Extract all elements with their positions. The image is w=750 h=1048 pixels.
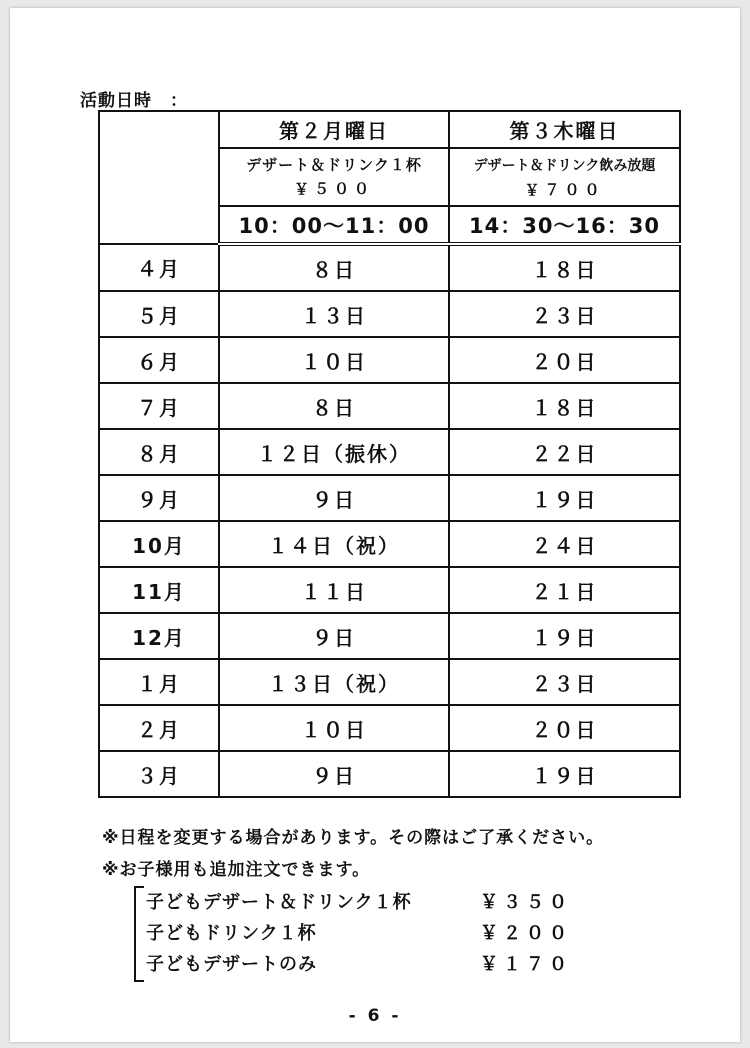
month-cell: ８月 xyxy=(99,429,219,475)
table-row xyxy=(99,613,680,659)
monday-date-cell: ８日 xyxy=(219,244,449,291)
schedule-table xyxy=(98,110,681,798)
month-cell: ９月 xyxy=(99,475,219,521)
corner-cell xyxy=(99,111,219,244)
kids-menu-price: ￥３５０ xyxy=(480,892,572,913)
bracket-decoration xyxy=(134,886,144,982)
monday-date-cell: ９日 xyxy=(219,613,449,659)
page-number: - 6 - xyxy=(348,1006,402,1026)
col2-time: 14：30～16：30 xyxy=(449,206,680,244)
thursday-date-cell: １９日 xyxy=(449,751,680,797)
kids-menu-item: 子どもデザートのみ xyxy=(146,954,317,975)
table-row xyxy=(99,337,680,383)
col1-desc-text: デザート＆ドリンク１杯 xyxy=(246,156,422,174)
notes xyxy=(102,826,604,890)
monday-date-cell: １３日（祝） xyxy=(219,659,449,705)
col2-description xyxy=(449,148,680,206)
month-cell: ３月 xyxy=(99,751,219,797)
table-row xyxy=(99,244,680,291)
kids-menu-item: 子どもデザート＆ドリンク１杯 xyxy=(146,892,412,913)
month-cell: １月 xyxy=(99,659,219,705)
kids-menu-price: ￥１７０ xyxy=(480,954,572,975)
kids-menu xyxy=(134,886,594,980)
col1-title: 第２月曜日 xyxy=(219,111,449,148)
monday-date-cell: １２日（振休） xyxy=(219,429,449,475)
table-row xyxy=(99,475,680,521)
thursday-date-cell: １９日 xyxy=(449,613,680,659)
col2-desc-text: デザート＆ドリンク飲み放題 xyxy=(473,157,656,174)
table-row xyxy=(99,659,680,705)
month-cell: ５月 xyxy=(99,291,219,337)
table-row xyxy=(99,429,680,475)
thursday-date-cell: ２３日 xyxy=(449,291,680,337)
col1-description xyxy=(219,148,449,206)
table-row xyxy=(99,567,680,613)
kids-menu-price: ￥２００ xyxy=(480,923,572,944)
thursday-date-cell: ２０日 xyxy=(449,337,680,383)
col2-price: ￥７００ xyxy=(524,180,605,199)
thursday-date-cell: ２１日 xyxy=(449,567,680,613)
col1-price: ￥５００ xyxy=(293,180,374,198)
month-cell: ２月 xyxy=(99,705,219,751)
month-cell: ７月 xyxy=(99,383,219,429)
table-row xyxy=(99,705,680,751)
thursday-date-cell: ２３日 xyxy=(449,659,680,705)
thursday-date-cell: １８日 xyxy=(449,244,680,291)
month-cell: 12月 xyxy=(99,613,219,659)
kids-order-note: ※お子様用も追加注文できます。 xyxy=(102,860,371,880)
thursday-date-cell: ２４日 xyxy=(449,521,680,567)
table-row xyxy=(99,521,680,567)
activity-schedule-heading: 活動日時 ： xyxy=(80,91,188,111)
thursday-date-cell: ２０日 xyxy=(449,705,680,751)
monday-date-cell: １０日 xyxy=(219,705,449,751)
monday-date-cell: ８日 xyxy=(219,383,449,429)
monday-date-cell: ９日 xyxy=(219,751,449,797)
kids-menu-item: 子どもドリンク１杯 xyxy=(146,923,317,944)
table-row xyxy=(99,751,680,797)
monday-date-cell: １１日 xyxy=(219,567,449,613)
month-cell: 11月 xyxy=(99,567,219,613)
monday-date-cell: ９日 xyxy=(219,475,449,521)
month-cell: ６月 xyxy=(99,337,219,383)
month-cell: 10月 xyxy=(99,521,219,567)
col1-time: 10：00～11：00 xyxy=(219,206,449,244)
thursday-date-cell: １９日 xyxy=(449,475,680,521)
monday-date-cell: １３日 xyxy=(219,291,449,337)
col2-title: 第３木曜日 xyxy=(449,111,680,148)
month-cell: ４月 xyxy=(99,244,219,291)
table-row xyxy=(99,291,680,337)
monday-date-cell: １４日（祝） xyxy=(219,521,449,567)
document-page xyxy=(10,8,740,1042)
monday-date-cell: １０日 xyxy=(219,337,449,383)
thursday-date-cell: ２２日 xyxy=(449,429,680,475)
thursday-date-cell: １８日 xyxy=(449,383,680,429)
table-row xyxy=(99,383,680,429)
schedule-change-note: ※日程を変更する場合があります。その際はご了承ください。 xyxy=(102,828,605,848)
